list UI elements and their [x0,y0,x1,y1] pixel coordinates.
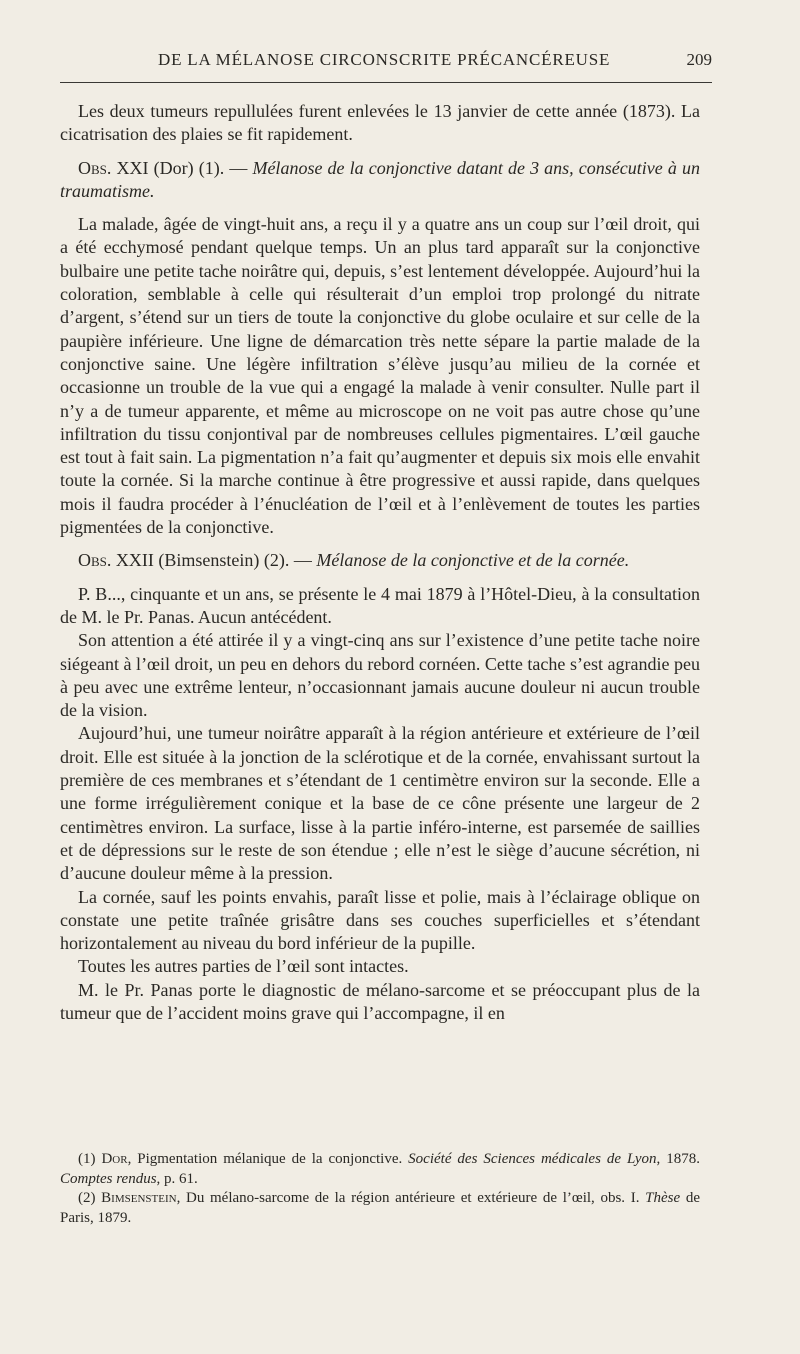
paragraph: P. B..., cinquante et un ans, se présente le 4 mai 1879 à l’Hôtel-Dieu, à la consultation de M. le Pr. Panas. Aucun antécédent. [60,583,700,627]
obs-title: Mélanose de la conjonctive datant de 3 ans, consécutive à un traumatisme. [60,157,700,201]
paragraph: Son attention a été attirée il y a vingt-cinq ans sur l’existence d’une petite tache noire siégeant à l’œil droit, un peu en dehors du rebord cornéen. Cette tache s’est agrandie peu à peu avec une extrême lenteur, n’occasionnant jamais aucune douleur ni aucun trouble de la vision. [60,630,700,721]
footnotes [60,1150,700,1228]
footnote-year: , 1878. [656,1151,700,1167]
footnote-source: Comptes rendus [60,1170,157,1187]
obs-ref: XXII (Bimsenstein) (2). — [111,550,317,571]
footnote-2 [60,1189,700,1228]
footnote-page: , p. 61. [156,1170,198,1187]
observation-heading-22 [60,549,700,572]
footnote-source: Thèse [645,1190,681,1206]
paragraph: Aujourd’hui, une tumeur noirâtre apparaît à la région antérieure et extérieure de l’œil droit. Elle est située à la jonction de la sclérotique et de la cornée, envahissant surtout la première de ces membranes et s’étendant de 1 centimètre environ sur la seconde. Elle a une forme irrégulièrement conique et la base de ce cône présente une largeur de 2 centimètres environ. La surface, lisse à la partie inféro-interne, est parsemée de saillies et de dépressions sur le reste de son étendue ; elle n’est le siège d’aucune sécrétion, ni d’aucune douleur même à la pression. [60,723,700,884]
footnote-author: Bimsenstein [101,1190,177,1206]
footnote-end: de Paris, 1879. [60,1190,700,1226]
footnote-number: (1) [78,1151,102,1167]
obs-label: Obs. [78,157,112,178]
paragraph: Toutes les autres parties de l’œil sont intactes. [78,956,409,977]
footnote-text: , Du mélano-sarcome de la région antérieure et extérieure de l’œil, obs. I. [176,1190,646,1206]
paragraph: Les deux tumeurs repullulées furent enlevées le 13 janvier de cette année (1873). La cicatrisation des plaies se fit rapidement. [60,101,700,145]
obs-ref: XXI (Dor) (1). — [111,157,253,178]
observation-heading-21 [60,157,700,204]
paragraph: La malade, âgée de vingt-huit ans, a reçu il y a quatre ans un coup sur l’œil droit, qui a été ecchymosé pendant quelque temps. Un an plus tard apparaît sur la conjonctive bulbaire une petite tache noirâtre qui, depuis, s’est lentement développée. Aujourd’hui la coloration, semblable à celle qui résulterait d’un emploi trop prolongé du nitrate d’argent, s’étend sur un tiers de toute la conjonctive du globe oculaire et sur celle de la paupière inférieure. Une ligne de démarcation très nette sépare la partie malade de la conjonctive saine. Une légère infiltration s’élève jusqu’au milieu de la cornée et occasionne un trouble de la vue qui a engagé la malade à venir consulter. Nulle part il n’y a de tumeur apparente, et même au microscope on ne voit pas autre chose qu’une infiltration du tissu conjontival par de nombreuses cellules pigmentaires. L’œil gauche est tout à fait sain. La pigmentation n’a fait qu’augmenter et depuis six mois elle envahit toute la cornée. Si la marche continue à être progressive et aussi rapide, dans quelques mois il faudra procéder à l’énucléation de l’œil et à l’enlèvement de toutes les parties pigmentées de la conjonctive. [60,214,700,538]
running-title: DE LA MÉLANOSE CIRCONSCRITE PRÉCANCÉREUSE [158,50,611,69]
obs-label: Obs. [78,550,112,571]
paragraph: La cornée, sauf les points envahis, paraît lisse et polie, mais à l’éclairage oblique on constate une petite traînée grisâtre dans ses couches superficielles et s’étendant horizontalement au niveau du bord inférieur de la pupille. [60,886,700,954]
footnote-author: Dor [101,1151,128,1167]
footnote-number: (2) [78,1190,102,1206]
footnote-journal: Société des Sciences médicales de Lyon [408,1151,657,1167]
footnote-text: , Pigmentation mélanique de la conjonctive. [127,1151,409,1167]
body-text [60,100,700,1025]
footnote-1 [60,1150,700,1189]
header-rule [60,82,712,83]
obs-title: Mélanose de la conjonctive et de la cornée. [316,550,630,571]
page-number: 209 [686,50,712,69]
running-header [60,50,712,72]
paragraph: M. le Pr. Panas porte le diagnostic de mélano-sarcome et se préoccupant plus de la tumeur que de l’accident moins grave qui l’accompagne, il en [60,979,700,1023]
